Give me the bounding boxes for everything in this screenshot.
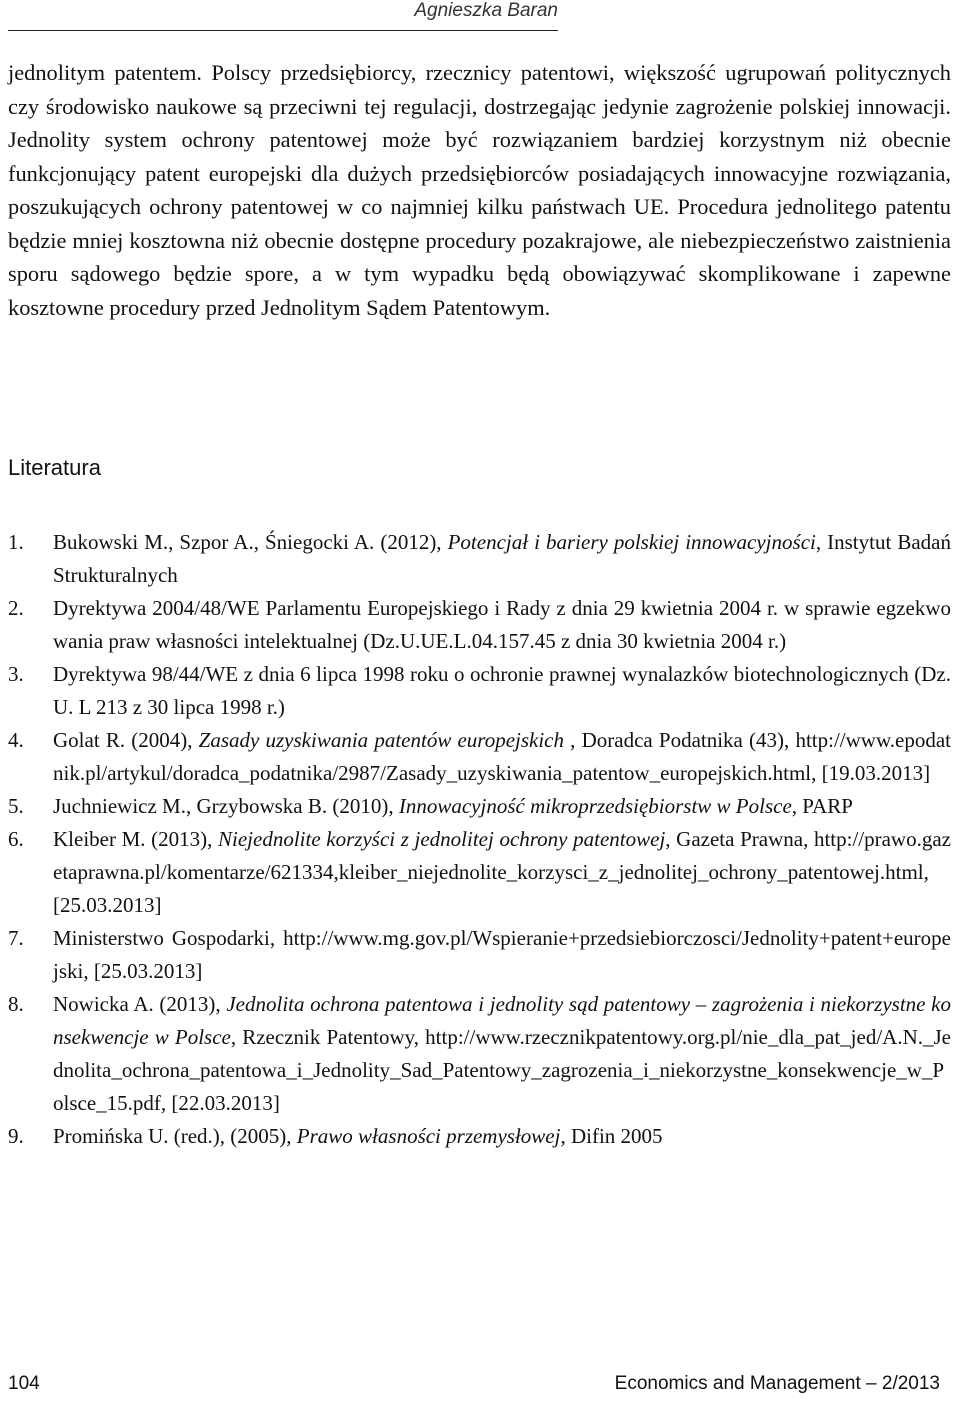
reference-lead: Nowicka A. (2013), bbox=[53, 992, 227, 1016]
reference-tail: , Doradca Podatnika (43), http://www.epodatnik.pl/artykul/doradca_podatnika/2987/Zasady_uzyskiwania_patentow_europejskich.html, [19.03.2013] bbox=[53, 728, 951, 785]
reference-title: Potencjał i bariery polskiej innowacyjności bbox=[447, 530, 816, 554]
reference-item bbox=[8, 592, 951, 658]
reference-tail: , Difin 2005 bbox=[560, 1124, 663, 1148]
reference-text bbox=[53, 1120, 951, 1153]
journal-info: Economics and Management – 2/2013 bbox=[614, 1373, 940, 1394]
reference-number: 1. bbox=[8, 530, 24, 554]
page-footer bbox=[8, 1373, 940, 1403]
reference-number: 6. bbox=[8, 827, 24, 851]
reference-lead: Promińska U. (red.), (2005), bbox=[53, 1124, 297, 1148]
reference-text bbox=[53, 592, 951, 658]
reference-lead: Dyrektywa 98/44/WE z dnia 6 lipca 1998 roku o ochronie prawnej wynalazków biotechnologicznych (Dz. U. L 213 z 30 lipca 1998 r.) bbox=[53, 662, 951, 719]
reference-lead: Juchniewicz M., Grzybowska B. (2010), bbox=[53, 794, 399, 818]
reference-item bbox=[8, 922, 951, 988]
reference-lead: Golat R. (2004), bbox=[53, 728, 199, 752]
reference-item bbox=[8, 526, 951, 592]
reference-tail: , Gazeta Prawna, http://prawo.gazetaprawna.pl/komentarze/621334,kleiber_niejednolite_korzysci_z_jednolitej_ochrony_patentowej.html, [25.03.2013] bbox=[53, 827, 951, 917]
reference-list bbox=[8, 526, 951, 1153]
reference-text bbox=[53, 724, 951, 790]
reference-text bbox=[53, 922, 951, 988]
reference-tail: , PARP bbox=[791, 794, 853, 818]
reference-tail: , Rzecznik Patentowy, http://www.rzecznikpatentowy.org.pl/nie_dla_pat_jed/A.N._Jednolita_ochrona_patentowa_i_Jednolity_Sad_Patentowy_zagrozenia_i_niekorzystne_konsekwencje_w_Polsce_15.pdf, [22.03.2013] bbox=[53, 1025, 951, 1115]
reference-title: Prawo własności przemysłowej bbox=[296, 1124, 561, 1148]
reference-title: Innowacyjność mikroprzedsiębiorstw w Polsce bbox=[398, 794, 792, 818]
reference-lead: Kleiber M. (2013), bbox=[53, 827, 219, 851]
reference-number: 5. bbox=[8, 794, 24, 818]
reference-title: Niejednolite korzyści z jednolitej ochrony patentowej bbox=[218, 827, 666, 851]
reference-lead: Ministerstwo Gospodarki, http://www.mg.gov.pl/Wspieranie+przedsiebiorczosci/Jednolity+patent+europejski, [25.03.2013] bbox=[53, 926, 951, 983]
reference-number: 8. bbox=[8, 992, 24, 1016]
reference-lead: Dyrektywa 2004/48/WE Parlamentu Europejskiego i Rady z dnia 29 kwietnia 2004 r. w sprawie egzekwowania praw własności intelektualnej (Dz.U.UE.L.04.157.45 z dnia 30 kwietnia 2004 r.) bbox=[53, 596, 951, 653]
running-header bbox=[8, 0, 558, 31]
reference-text bbox=[53, 526, 951, 592]
reference-title: Jednolita ochrona patentowa i jednolity sąd patentowy – zagrożenia i niekorzystne konsekwencje w Polsce bbox=[53, 992, 951, 1049]
reference-item bbox=[8, 724, 951, 790]
reference-number: 2. bbox=[8, 596, 24, 620]
reference-item bbox=[8, 1120, 951, 1153]
reference-item bbox=[8, 823, 951, 922]
page-number: 104 bbox=[8, 1373, 40, 1394]
reference-number: 3. bbox=[8, 662, 24, 686]
reference-text bbox=[53, 823, 951, 922]
body-paragraph: jednolitym patentem. Polscy przedsiębiorcy, rzecznicy patentowi, większość ugrupowań politycznych czy środowisko naukowe są przeciwni tej regulacji, dostrzegając jedynie zagrożenie polskiej innowacji. Jednolity system ochrony patentowej może być rozwiązaniem bardziej korzystnym niż obecnie funkcjonujący patent europejski dla dużych przedsiębiorców posiadających innowacyjne rozwiązania, poszukujących ochrony patentowej w co najmniej kilku państwach UE. Procedura jednolitego patentu będzie mniej kosztowna niż obecnie dostępne procedury pozakrajowe, ale niebezpieczeństwo zaistnienia sporu sądowego będzie spore, a w tym wypadku będą obowiązywać skomplikowane i zapewne kosztowne procedury przed Jednolitym Sądem Patentowym. bbox=[8, 60, 951, 320]
reference-number: 7. bbox=[8, 926, 24, 950]
reference-number: 9. bbox=[8, 1124, 24, 1148]
reference-lead: Bukowski M., Szpor A., Śniegocki A. (2012), bbox=[53, 530, 448, 554]
reference-item bbox=[8, 790, 951, 823]
reference-item bbox=[8, 988, 951, 1120]
literature-heading: Literatura bbox=[8, 455, 101, 480]
reference-text bbox=[53, 988, 951, 1120]
reference-item bbox=[8, 658, 951, 724]
reference-text bbox=[53, 658, 951, 724]
reference-text bbox=[53, 790, 951, 823]
reference-number: 4. bbox=[8, 728, 24, 752]
reference-title: Zasady uzyskiwania patentów europejskich bbox=[198, 728, 565, 752]
header-author: Agnieszka Baran bbox=[414, 0, 558, 21]
reference-tail: , Instytut Badań Strukturalnych bbox=[53, 530, 952, 587]
